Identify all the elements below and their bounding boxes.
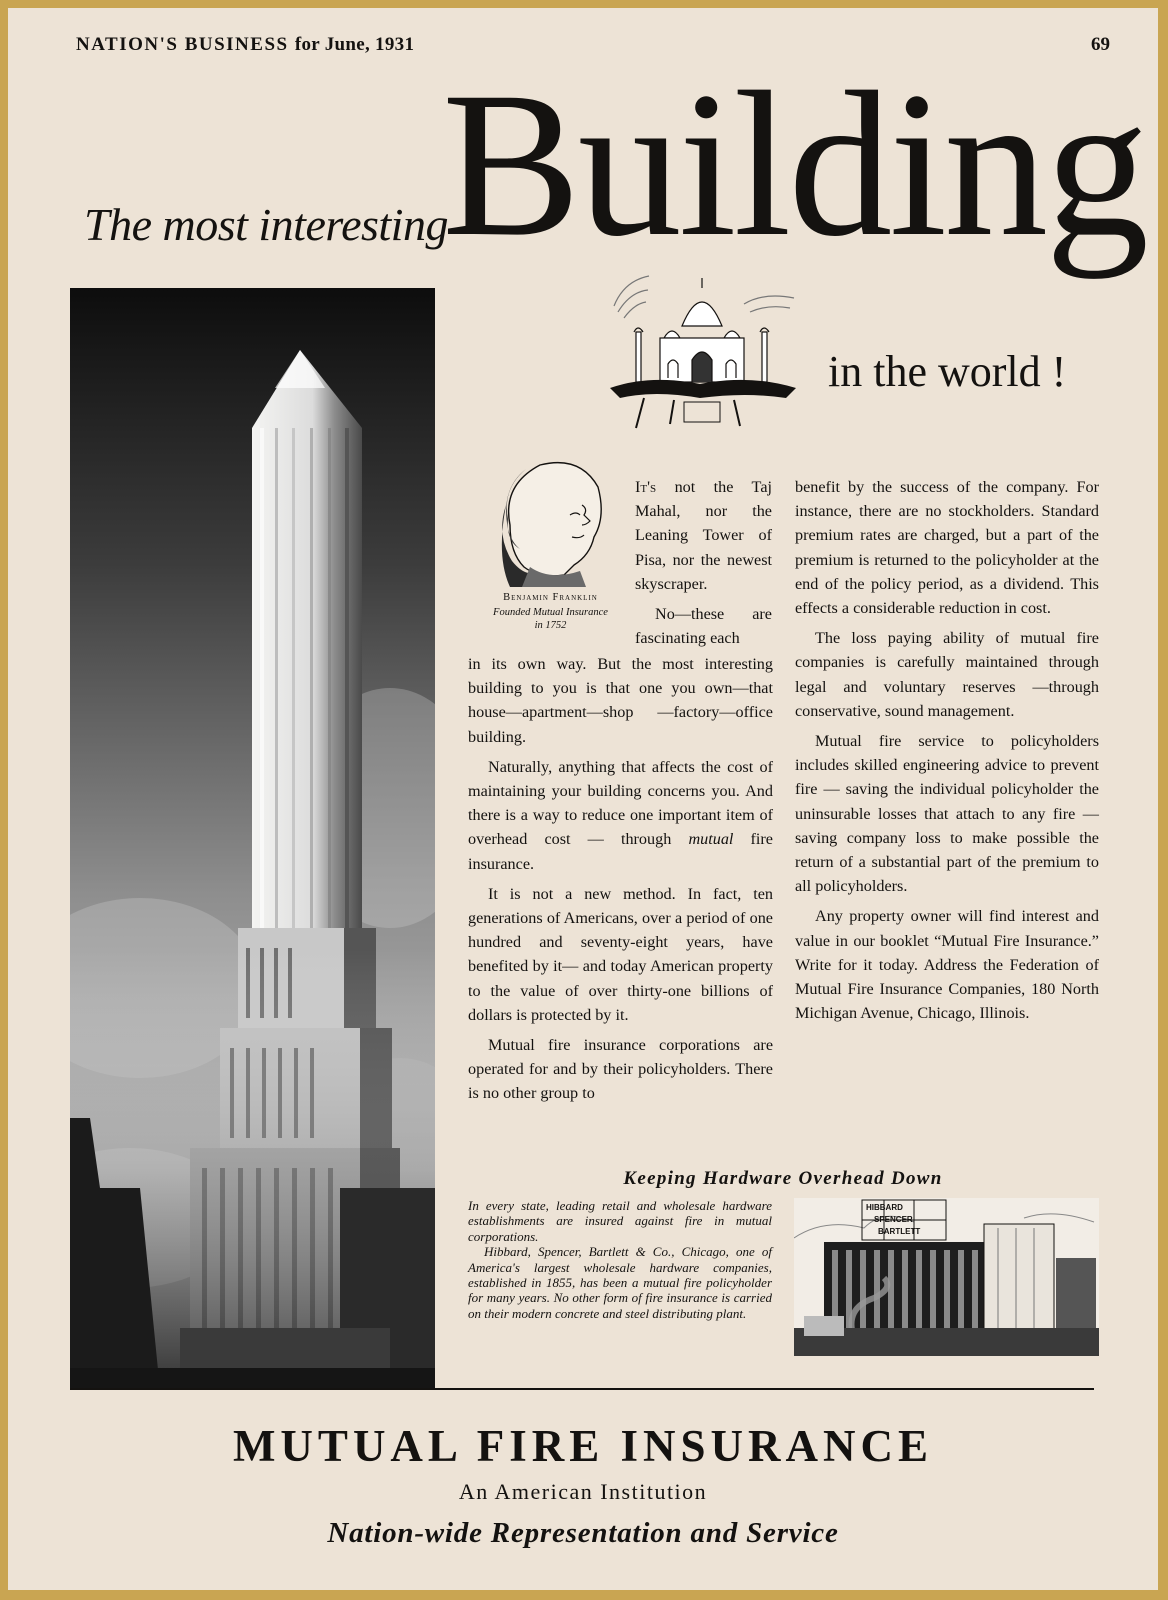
publication-name: NATION'S BUSINESS	[76, 34, 289, 55]
sign-line-3: BARTLETT	[878, 1227, 921, 1236]
sidebar-title: Keeping Hardware Overhead Down	[623, 1168, 943, 1189]
col2-paragraph-2: The loss paying ability of mutual fire companies is carefully maintained through legal and voluntary reserves —through conservative, sound management.	[795, 629, 1099, 720]
body-column-2	[795, 475, 1099, 1025]
body-paragraph-2-cont: in its own way. But the most interesting building to you is that one you own—that house—apartment—shop —factory—office building.	[468, 655, 773, 746]
intro-paragraph-2: No—these are fascinating each	[635, 605, 772, 648]
franklin-note-line1: Founded Mutual Insurance	[493, 607, 608, 618]
franklin-caption-note	[458, 606, 643, 632]
magazine-page	[8, 8, 1158, 1590]
sign-line-2: SPENCER	[874, 1215, 913, 1224]
sidebar-text	[468, 1198, 772, 1321]
col2-paragraph-4: Any property owner will find interest and value in our booklet “Mutual Fire Insurance.” Write for it today. Address the Federation of Mutual Fire Insurance Companies, 180 North Michigan Avenue, Chicago, Illinois.	[795, 907, 1099, 1023]
col2-paragraph-3: Mutual fire service to policyholders includes skilled engineering advice to prevent fire — saving the individual policyholder the uninsurable losses that attach to any fire — saving company loss to make possible the return of a substantial part of the premium to all policyholders.	[795, 732, 1099, 896]
col2-paragraph-1: benefit by the success of the company. For instance, there are no stockholders. Standard premium rates are charged, but a part of the premium is returned to the policyholder at the end of the policy period, as a dividend. This effects a considerable reduction in cost.	[795, 478, 1099, 618]
brand-service: Nation-wide Representation and Service	[327, 1517, 839, 1549]
sidebar-paragraph-1: In every state, leading retail and wholesale hardware establishments are insured against fire in mutual corporations.	[468, 1198, 772, 1244]
intro-paragraph	[635, 475, 772, 596]
footer-rule	[70, 1388, 1094, 1390]
franklin-caption-name: Benjamin Franklin	[503, 592, 598, 603]
headline-building: Building	[442, 49, 1147, 279]
headline-lead: The most interesting	[84, 199, 448, 250]
sign-line-1: HIBBARD	[866, 1203, 903, 1212]
franklin-portrait	[490, 455, 608, 587]
p3-part-b: fire insurance.	[468, 830, 773, 873]
body-paragraph-4: It is not a new method. In fact, ten generations of Americans, over a period of one hundred and seventy-eight years, have benefited by it— and today American property to the value of over thirty-one billions of dollars is protected by it.	[468, 884, 773, 1024]
skyscraper-illustration	[70, 288, 435, 1390]
page-number: 69	[1091, 34, 1110, 55]
brand-title: MUTUAL FIRE INSURANCE	[232, 1421, 934, 1471]
p3-emphasis: mutual	[688, 830, 734, 849]
warehouse-illustration	[794, 1198, 1099, 1356]
taj-mahal-illustration	[604, 266, 800, 436]
body-paragraph-3	[468, 755, 773, 876]
headline-tail: in the world !	[828, 347, 1067, 396]
body-paragraph-5: Mutual fire insurance corporations are operated for and by their policyholders. There is no other group to	[468, 1036, 773, 1103]
body-column-1	[468, 652, 773, 1106]
brand-tagline: An American Institution	[458, 1479, 708, 1504]
intro-small-caps: It's	[635, 478, 657, 496]
issue-date: for June, 1931	[294, 34, 415, 55]
p3-part-a: Naturally, anything that affects the cost of maintaining your building concerns you. And there is a way to reduce one important item of overhead cost — through	[468, 757, 773, 849]
intro-rest: not the Taj Mahal, nor the Leaning Tower of Pisa, nor the newest skyscraper.	[635, 478, 772, 593]
franklin-note-line2: in 1752	[534, 620, 567, 631]
body-intro	[635, 475, 772, 650]
sidebar-paragraph-2: Hibbard, Spencer, Bartlett & Co., Chicago, one of America's largest wholesale hardware companies, established in 1855, has been a mutual fire policyholder for many years. No other form of fire insurance is carried on their modern concrete and steel distributing plant.	[468, 1244, 772, 1321]
publication-header	[76, 34, 414, 56]
